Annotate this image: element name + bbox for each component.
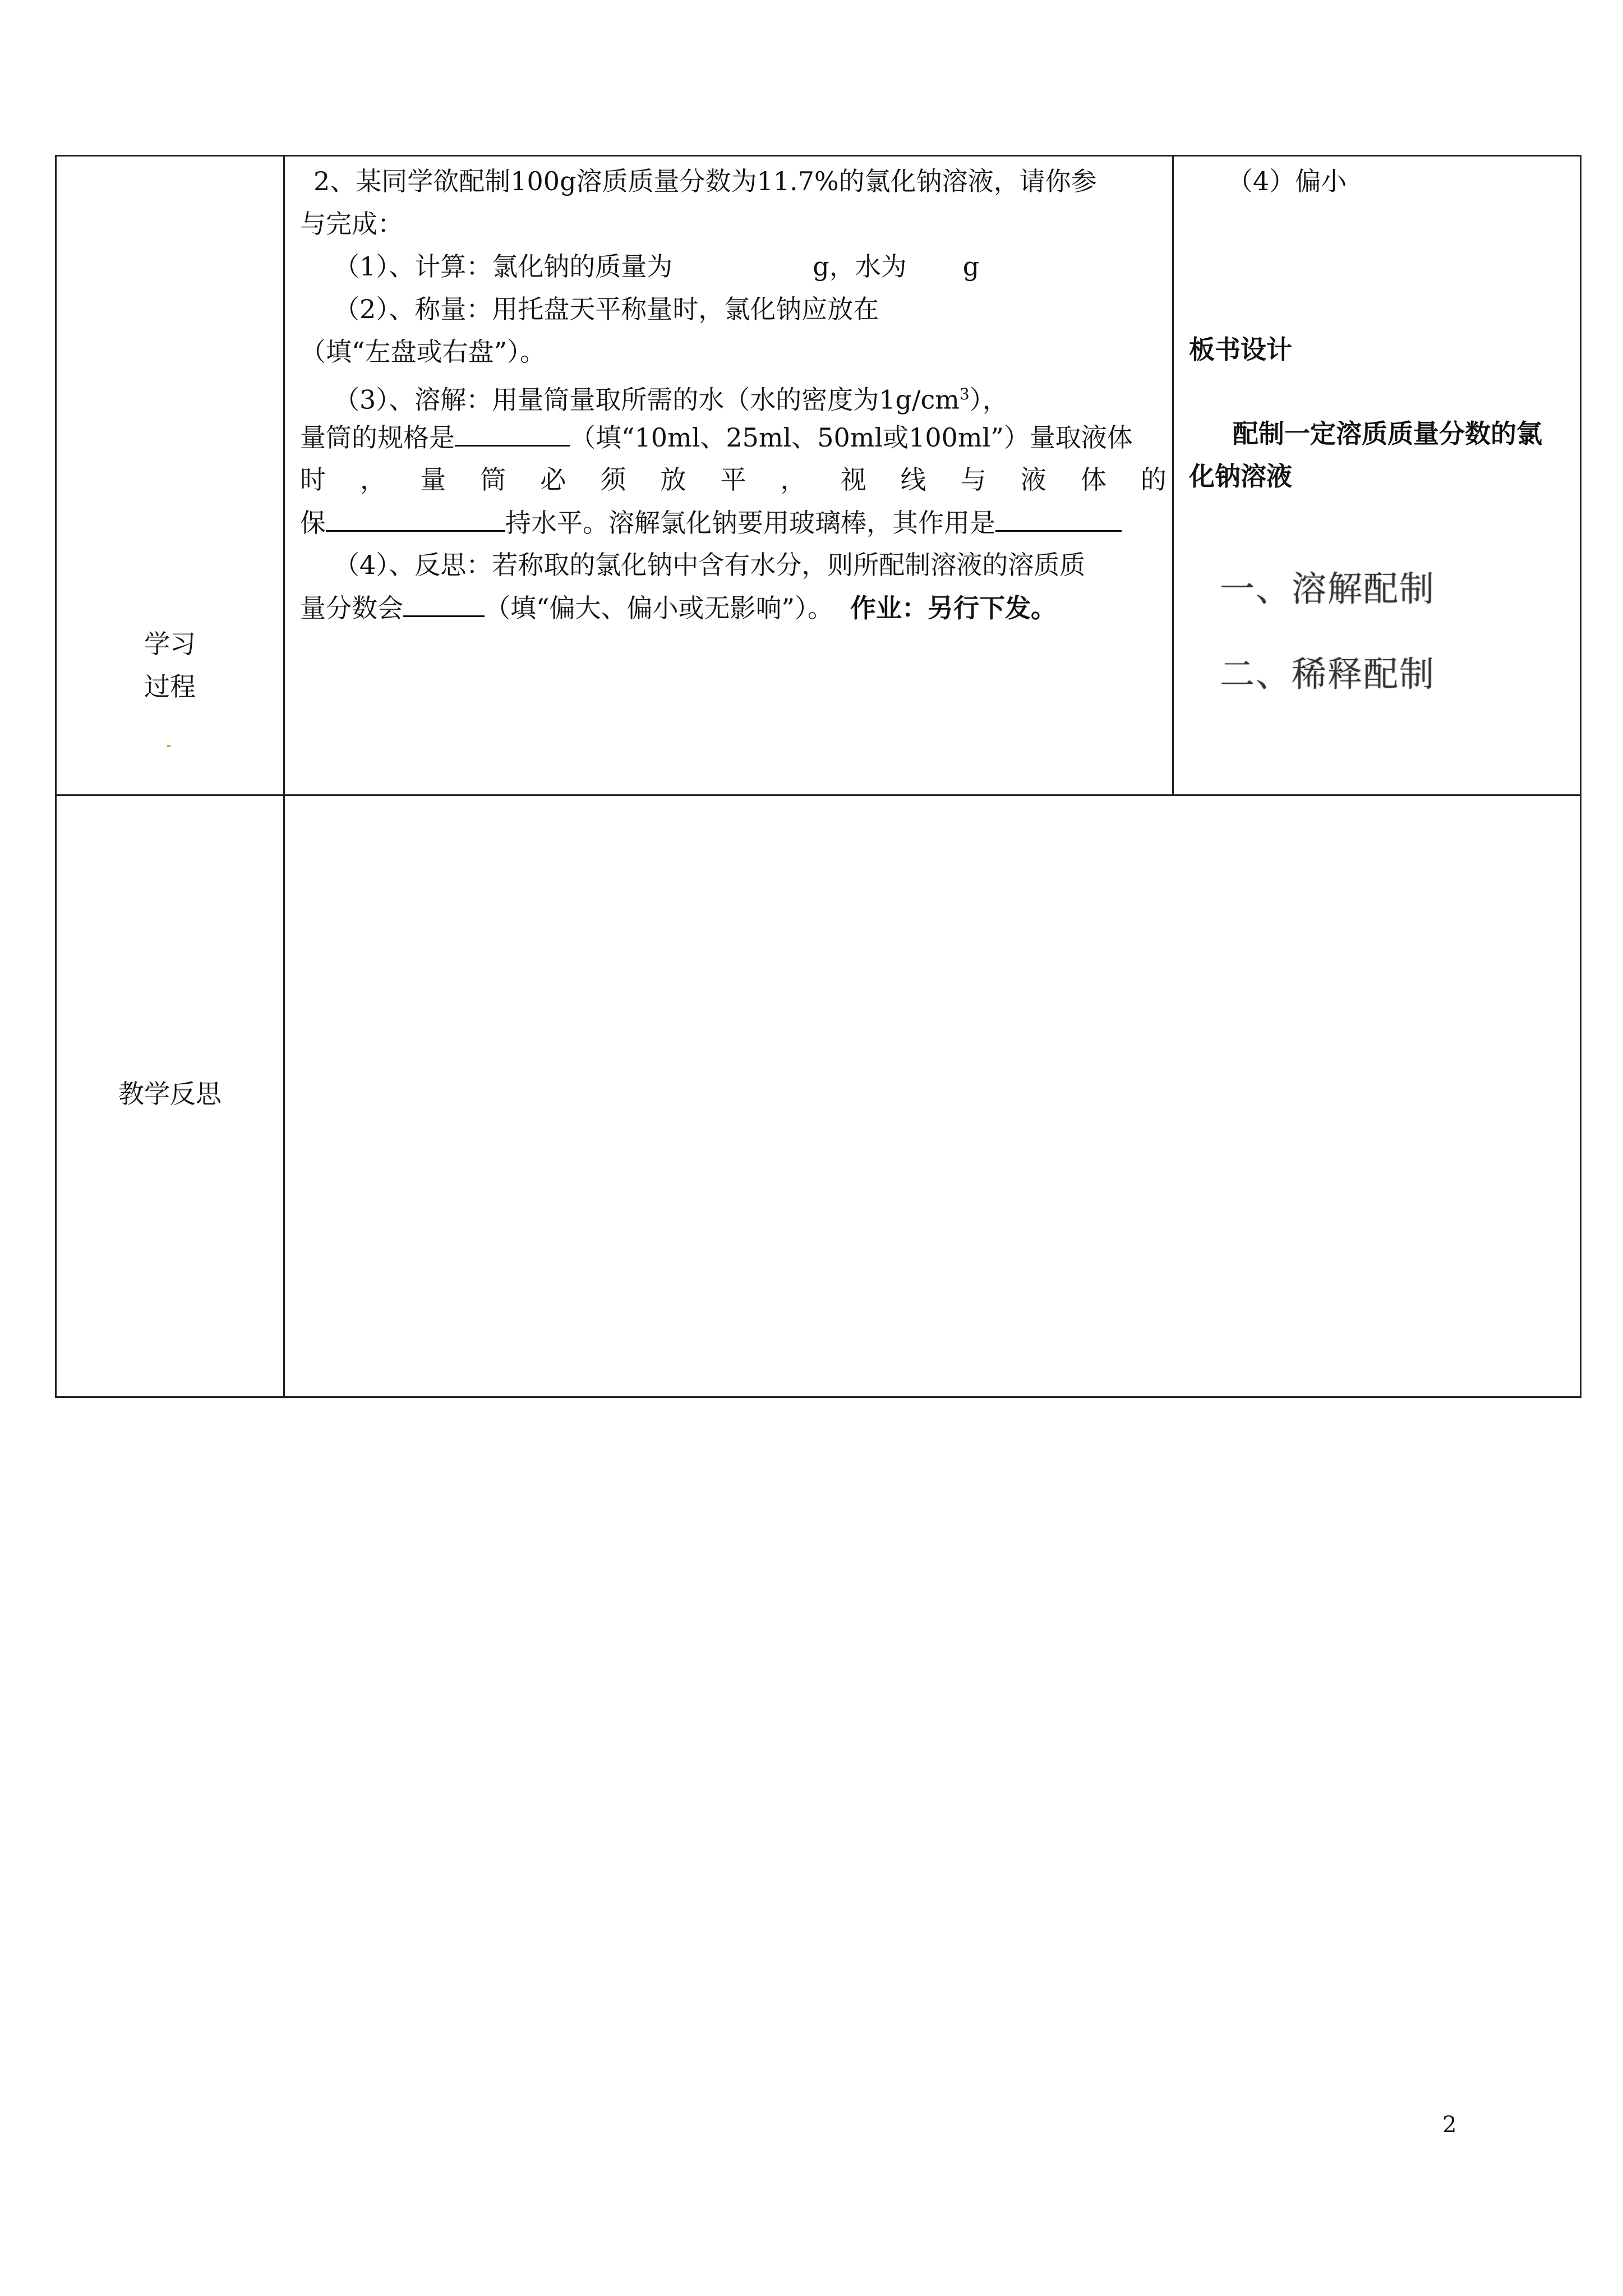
- cylinder-spec-line: 量筒的规格是 （填“10ml、25ml、50ml或100ml”）量取液体: [300, 416, 1175, 458]
- table-row-divider: [55, 794, 1581, 796]
- board-design-heading: 板书设计: [1189, 334, 1292, 365]
- board-item-dissolve: 一、溶解配制: [1220, 568, 1436, 609]
- reflection-step: （4）、反思：若称取的氯化钠中含有水分，则所配制溶液的溶质质: [334, 550, 1086, 580]
- reflection-step-cont: 量分数会 （填“偏大、偏小或无影响”）。 作业：另行下发。: [300, 586, 1175, 629]
- blank-liquid-surface: [326, 501, 505, 532]
- calculation-step: （1）、计算：氯化钠的质量为 g，水为 g: [334, 251, 980, 282]
- blank-cylinder-spec: [455, 416, 570, 447]
- row-label-learning-process: 学习 过程: [144, 629, 196, 702]
- answer-and-board-column: [1189, 160, 1581, 203]
- exercise-question-line: 与完成：: [300, 209, 403, 239]
- justified-line: 时 ， 量 筒 必 须 放 平 ， 视 线 与 液 体 的: [300, 464, 1166, 495]
- row-label-teaching-reflection: 教学反思: [118, 1079, 222, 1109]
- blank-glass-rod-purpose: [995, 501, 1122, 532]
- exercise-question-line: 2、某同学欲配制100g溶质质量分数为11.7%的氯化钠溶液，请你参: [313, 166, 1097, 196]
- homework-note: 作业：另行下发。: [850, 593, 1057, 623]
- page-number: 2: [1442, 2112, 1457, 2138]
- exercise-content: [300, 160, 1175, 629]
- keep-level-line: 保 持水平。溶解氯化钠要用玻璃棒，其作用是: [300, 501, 1175, 544]
- stray-mark: [167, 745, 170, 747]
- answer-item-4: （4）偏小: [1227, 166, 1347, 196]
- weighing-step: （2）、称量：用托盘天平称量时，氯化钠应放在: [334, 294, 879, 324]
- board-item-dilute: 二、稀释配制: [1220, 654, 1436, 694]
- weighing-hint: （填“左盘或右盘”）。: [300, 337, 546, 367]
- board-title: 配制一定溶质质量分数的氯 化钠溶液: [1189, 418, 1542, 491]
- dissolving-step: （3）、溶解：用量筒量取所需的水（水的密度为$1g/cm^3$），: [334, 384, 1008, 415]
- blank-mass-fraction: [403, 586, 485, 617]
- table-divider-left: [283, 155, 285, 1398]
